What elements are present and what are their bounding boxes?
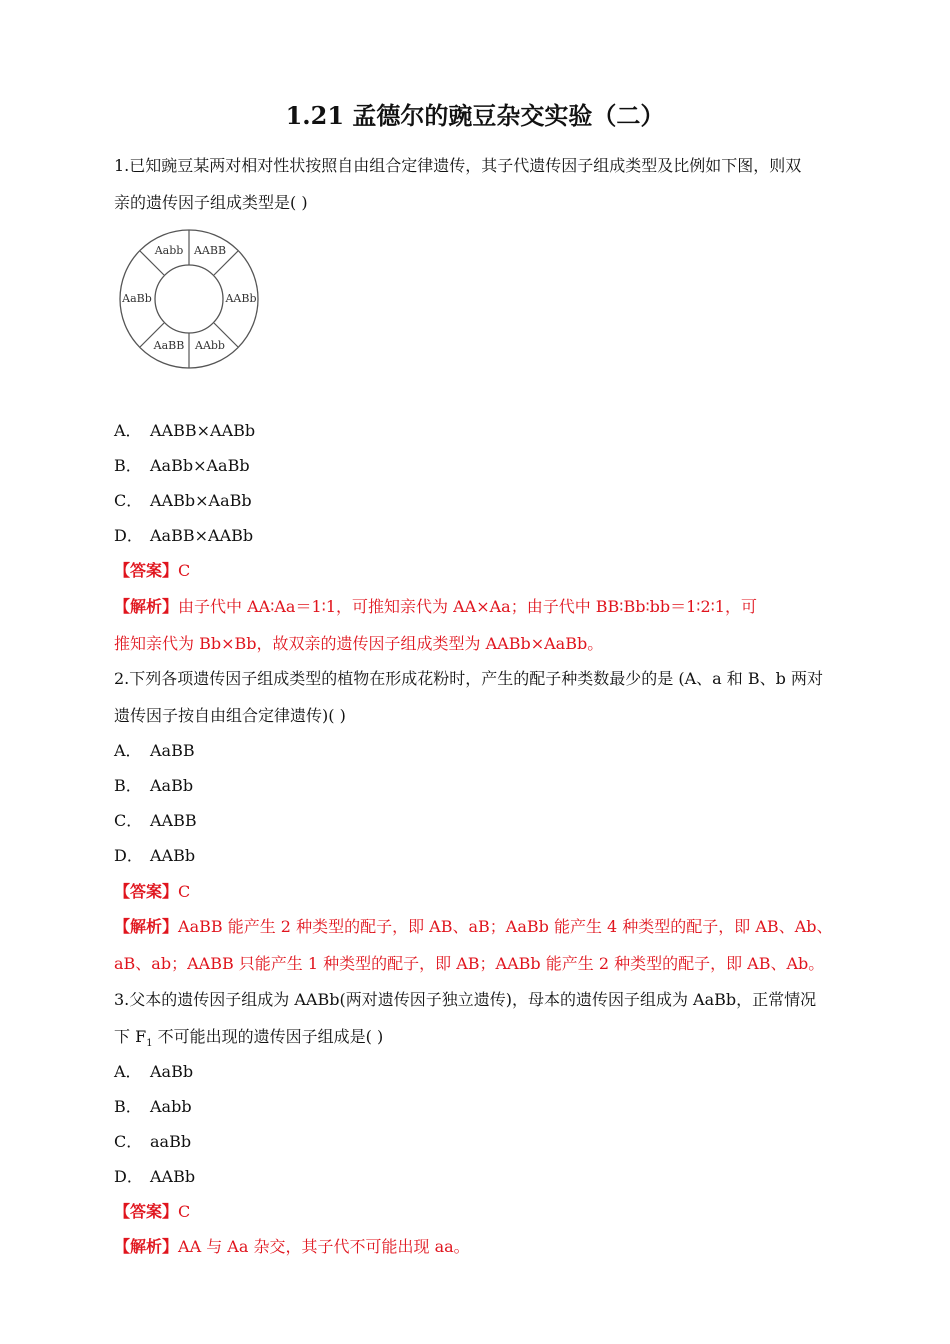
q3-option-c: C． aaBb — [114, 1132, 192, 1151]
ring-label-left: AaBb — [122, 292, 152, 305]
q2-option-a: A． AaBB — [114, 741, 195, 760]
q2-explanation-line2: aB、ab；AABB 只能产生 1 种类型的配子，即 AB；AABb 能产生 2 种类型的配子，即 AB、Ab。 — [114, 954, 825, 973]
q1-stem-line1: 1.已知豌豆某两对相对性状按照自由组合定律遗传，其子代遗传因子组成类型及比例如下图，则双 — [114, 156, 802, 175]
q1-option-b: B． AaBb×AaBb — [114, 456, 250, 475]
q2-option-d: D． AABb — [114, 846, 196, 865]
q2-option-c: C． AABB — [114, 811, 197, 830]
q2-option-b: B． AaBb — [114, 776, 194, 795]
q3-stem-line2: 下 $F_1$ 不可能出现的遗传因子组成是( ) — [114, 1027, 384, 1050]
q2-stem-line1: 2.下列各项遗传因子组成类型的植物在形成花粉时，产生的配子种类数最少的是 (A、a 和 B、b 两对 — [114, 669, 823, 688]
q1-stem-line2: 亲的遗传因子组成类型是( ) — [114, 193, 308, 212]
q3-option-a: A． AaBb — [114, 1062, 194, 1081]
q1-explanation-line1: 【解析】由子代中 AA∶Aa＝1∶1，可推知亲代为 AA×Aa；由子代中 BB∶Bb∶bb＝1∶2∶1，可 — [114, 597, 757, 616]
q2-answer: 【答案】C — [114, 882, 191, 901]
q3-stem-line1: 3.父本的遗传因子组成为 AABb(两对遗传因子独立遗传)，母本的遗传因子组成为 AaBb，正常情况 — [114, 990, 817, 1009]
q1-option-a: A． AABB×AABb — [114, 421, 256, 440]
q1-option-c: C． AABb×AaBb — [114, 491, 252, 510]
q3-option-b: B． Aabb — [114, 1097, 192, 1116]
ring-label-right: AABb — [225, 292, 257, 305]
q2-stem-line2: 遗传因子按自由组合定律遗传)( ) — [114, 706, 346, 725]
genotype-ring-figure — [114, 226, 264, 372]
q3-option-d: D． AABb — [114, 1167, 196, 1186]
ring-label-bottom-left: AaBB — [153, 339, 185, 352]
q2-explanation-line1: 【解析】AaBB 能产生 2 种类型的配子，即 AB、aB；AaBb 能产生 4 种类型的配子，即 AB、Ab、 — [114, 917, 833, 936]
q1-answer: 【答案】C — [114, 561, 191, 580]
page-title: 1.21 孟德尔的豌豆杂交实验（二） — [285, 101, 665, 130]
q1-explanation-line2: 推知亲代为 Bb×Bb，故双亲的遗传因子组成类型为 AABb×AaBb。 — [114, 634, 604, 653]
ring-label-top-right: AABB — [193, 244, 227, 257]
q1-option-d: D． AaBB×AABb — [114, 526, 254, 545]
ring-label-bottom-right: AAbb — [195, 339, 225, 352]
q3-explanation-line1: 【解析】AA 与 Aa 杂交，其子代不可能出现 aa。 — [114, 1237, 470, 1256]
ring-label-top-left: Aabb — [154, 244, 184, 257]
q3-answer: 【答案】C — [114, 1202, 191, 1221]
